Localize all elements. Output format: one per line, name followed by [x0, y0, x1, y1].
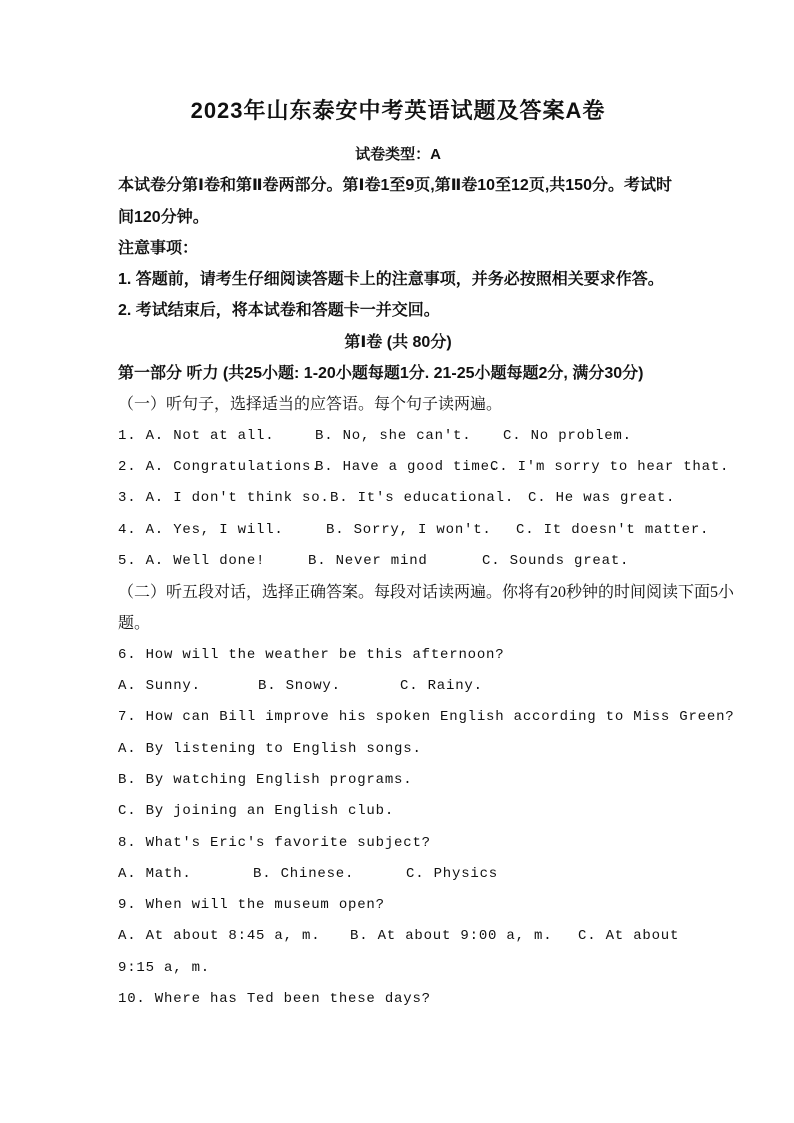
- question-3-option-a: 3. A. I don't think so.: [118, 490, 330, 507]
- question-9-option-b: B. At about 9:00 a, m.: [350, 928, 553, 945]
- question-10-stem: 10. Where has Ted been these days?: [118, 991, 431, 1008]
- question-6-option-b: B. Snowy.: [258, 678, 341, 695]
- question-6-option-c: C. Rainy.: [400, 678, 483, 695]
- note-item-1: 1. 答题前，请考生仔细阅读答题卡上的注意事项，并务必按照相关要求作答。: [118, 271, 664, 289]
- question-2-option-a: 2. A. Congratulations.: [118, 458, 321, 475]
- question-2-option-b: B. Have a good time.: [315, 458, 500, 475]
- question-8-stem: 8. What's Eric's favorite subject?: [118, 834, 431, 851]
- question-5-option-c: C. Sounds great.: [482, 552, 630, 569]
- question-3-options-row: [118, 483, 678, 514]
- intro-line-2: 间120分钟。: [118, 208, 209, 226]
- question-5-option-a: 5. A. Well done!: [118, 552, 266, 569]
- paper-type-label: 试卷类型：A: [355, 146, 441, 163]
- question-1-option-b: B. No, she can't.: [315, 427, 472, 444]
- note-item-2: 2. 考试结束后，将本试卷和答题卡一并交回。: [118, 302, 440, 320]
- question-2-option-c: C. I'm sorry to hear that.: [490, 458, 730, 475]
- question-7-option-a: A. By listening to English songs.: [118, 740, 422, 757]
- question-4-option-a: 4. A. Yes, I will.: [118, 521, 284, 538]
- question-4-option-c: C. It doesn't matter.: [516, 521, 710, 538]
- question-1-option-a: 1. A. Not at all.: [118, 427, 275, 444]
- notes-heading: 注意事项：: [118, 239, 199, 257]
- intro-line-1: 本试卷分第Ⅰ卷和第Ⅱ卷两部分。第Ⅰ卷1至9页,第Ⅱ卷10至12页,共150分。考试时: [118, 177, 672, 195]
- question-9-option-c-continuation: 9:15 a, m.: [118, 959, 211, 976]
- question-6-stem: 6. How will the weather be this afternoon?: [118, 646, 505, 663]
- question-2-options-row: [118, 452, 730, 483]
- section-2-instruction-line-1: （二）听五段对话，选择正确答案。每段对话读两遍。你将有20秒钟的时间阅读下面5小: [118, 584, 735, 602]
- section-1-instruction: （一）听句子，选择适当的应答语。每个句子读两遍。: [118, 396, 503, 414]
- question-9-option-c: C. At about: [578, 928, 680, 945]
- volume-1-heading: 第Ⅰ卷 (共 80分): [344, 333, 452, 351]
- question-7-option-b: B. By watching English programs.: [118, 771, 413, 788]
- question-6-options-row: [118, 671, 678, 702]
- question-9-stem: 9. When will the museum open?: [118, 897, 385, 914]
- question-1-options-row: [118, 421, 678, 452]
- question-9-option-a: A. At about 8:45 a, m.: [118, 928, 321, 945]
- question-4-options-row: [118, 515, 710, 546]
- question-7-option-c: C. By joining an English club.: [118, 803, 395, 820]
- question-3-option-b: B. It's educational.: [330, 490, 515, 507]
- question-8-option-b: B. Chinese.: [253, 865, 355, 882]
- section-2-instruction-line-2: 题。: [118, 615, 151, 633]
- question-8-option-a: A. Math.: [118, 865, 192, 882]
- question-5-options-row: [118, 546, 678, 577]
- exam-title: 2023年山东泰安中考英语试题及答案A卷: [190, 98, 606, 123]
- question-3-option-c: C. He was great.: [528, 490, 676, 507]
- question-5-option-b: B. Never mind: [308, 552, 428, 569]
- question-6-option-a: A. Sunny.: [118, 678, 201, 695]
- question-4-option-b: B. Sorry, I won't.: [326, 521, 492, 538]
- question-9-options-row: [118, 921, 678, 952]
- part-1-listening-heading: 第一部分 听力 (共25小题: 1-20小题每题1分. 21-25小题每题2分, 满分30分): [118, 365, 644, 383]
- question-8-option-c: C. Physics: [406, 865, 499, 882]
- question-7-stem: 7. How can Bill improve his spoken English according to Miss Green?: [118, 709, 735, 726]
- question-8-options-row: [118, 859, 678, 890]
- question-1-option-c: C. No problem.: [503, 427, 632, 444]
